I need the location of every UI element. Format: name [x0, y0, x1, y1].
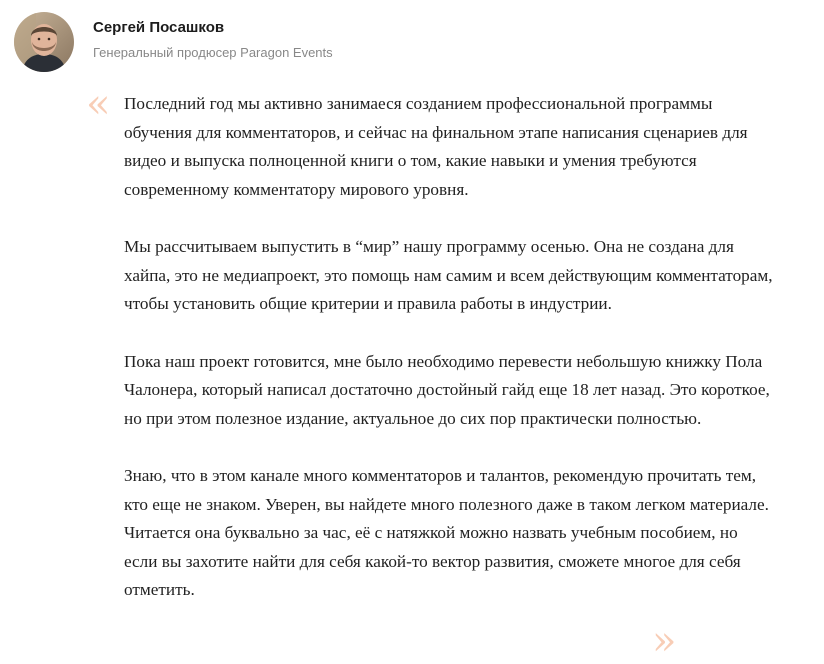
quote-paragraph: Знаю, что в этом канале много комментаторов и талантов, рекомендую прочитать тем, кто еще не знаком. Уверен, вы найдете много полезного даже в таком легком материале. Читается она буквально за час, её с натяжкой можно назвать учебным пособием, но если вы захотите найти для себя какой-то вектор развития, сможете многое для себя отметить. [124, 466, 769, 599]
quote-paragraph: Последний год мы активно занимаеся созданием профессиональной программы обучения для комментаторов, и сейчас на финальном этапе написания сценариев для видео и выпуска полноценной книги о том, какие навыки и умения требуются современному комментатору мирового уровня. [124, 94, 748, 199]
quote-open-icon: « [86, 81, 111, 127]
avatar[interactable] [14, 12, 74, 72]
quote-body [124, 90, 774, 634]
author-name[interactable]: Сергей Посашков [93, 19, 225, 36]
quote-paragraph: Мы рассчитываем выпустить в “мир” нашу программу осенью. Она не создана для хайпа, это не медиапроект, это помощь нам самим и всем действующим комментаторам, чтобы установить общие критерии и правила работы в индустрии. [124, 237, 773, 313]
quote-close-icon: » [652, 618, 677, 664]
author-role: Генеральный продюсер Paragon Events [93, 45, 333, 60]
author-text [93, 18, 333, 62]
author-block [14, 12, 333, 72]
avatar-image [14, 12, 74, 72]
quote-paragraph: Пока наш проект готовится, мне было необходимо перевести небольшую книжку Пола Чалонера, который написал достаточно достойный гайд еще 18 лет назад. Это короткое, но при этом полезное издание, актуальное до сих пор практически полностью. [124, 351, 770, 428]
